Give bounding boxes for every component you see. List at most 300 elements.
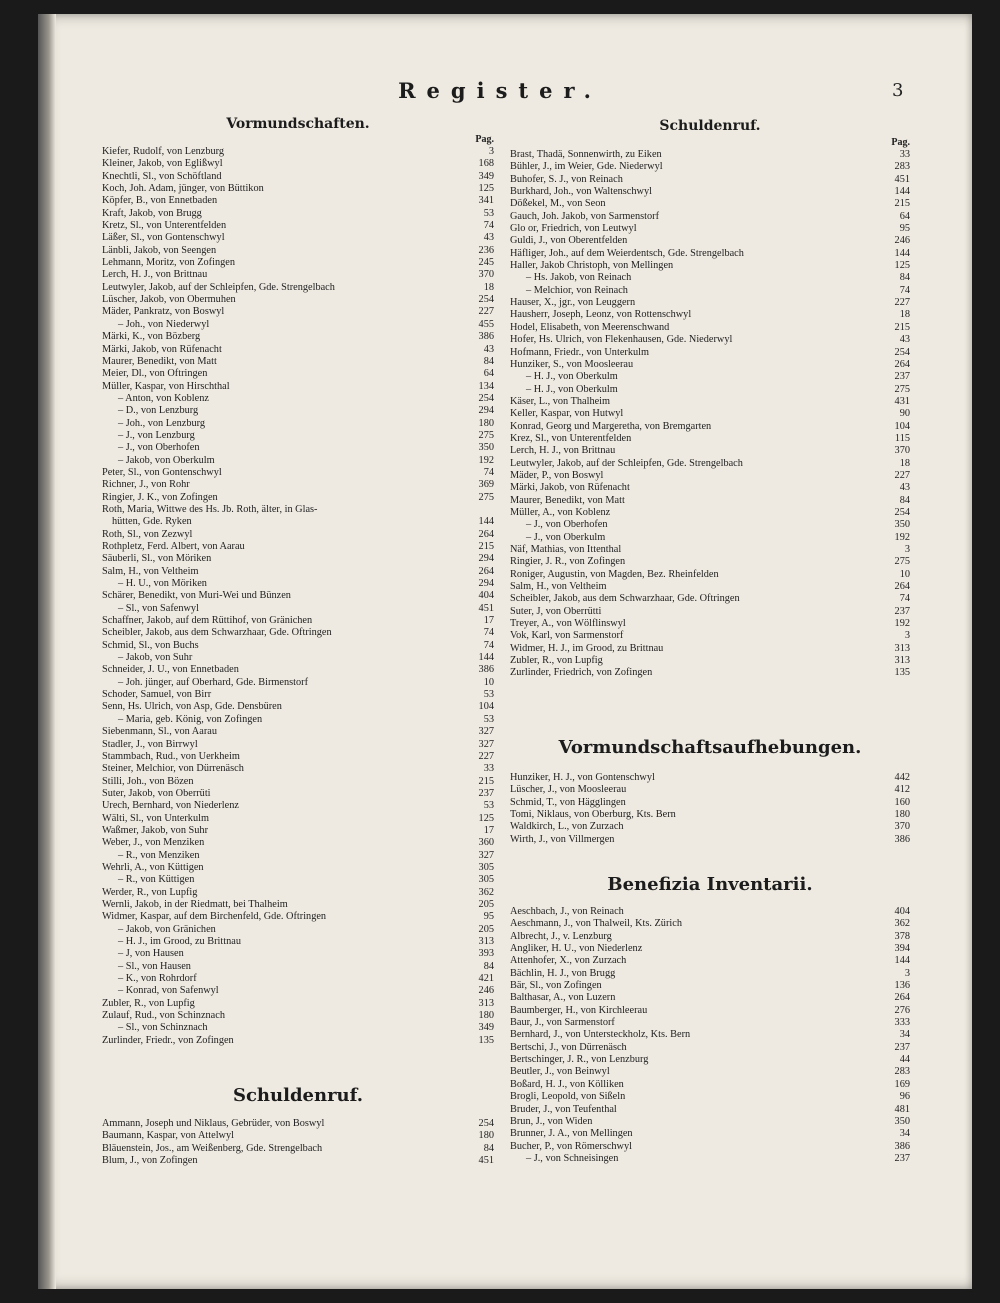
entry-name: – R., von Menziken — [118, 849, 200, 861]
entry-name: Brun, J., von Widen — [510, 1115, 593, 1127]
entry-name: Werder, R., von Lupfig — [102, 886, 198, 898]
entry-name: Märki, K., von Bözberg — [102, 331, 201, 343]
register-entry — [102, 430, 494, 442]
entry-page: 237 — [894, 1041, 910, 1053]
entry-name: – J., von Oberkulm — [526, 531, 606, 543]
section-heading-schuldenruf: Schuldenruf. — [659, 118, 761, 134]
entry-name: Wirth, J., von Villmergen — [510, 833, 615, 845]
entry-name: Mäder, Pankratz, von Boswyl — [102, 306, 225, 318]
register-entry — [510, 519, 910, 531]
register-entry — [510, 248, 910, 260]
entry-name: – H. J., von Oberkulm — [526, 383, 618, 395]
register-entry — [510, 992, 910, 1004]
schuldenruf-list — [510, 149, 910, 680]
register-entry — [102, 652, 494, 664]
entry-name: Burkhard, Joh., von Waltenschwyl — [510, 186, 652, 198]
register-entry — [510, 931, 910, 943]
entry-name: Widmer, H. J., im Grood, zu Brittnau — [510, 642, 664, 654]
entry-name: Zubler, R., von Lupfig — [102, 997, 195, 1009]
register-entry — [102, 800, 494, 812]
entry-name: Kiefer, Rudolf, von Lenzburg — [102, 146, 225, 157]
entry-name: – Sl., von Hausen — [118, 960, 191, 972]
section-heading-vormundschaften: Vormundschaften. — [226, 116, 370, 132]
entry-page: 264 — [894, 992, 910, 1004]
register-entry — [510, 408, 910, 420]
entry-name: Roth, Maria, Wittwe des Hs. Jb. Roth, älter, in Glas- — [102, 503, 318, 515]
entry-name: Maurer, Benedikt, von Matt — [510, 494, 625, 506]
entry-page: 192 — [894, 618, 910, 630]
entry-name: Meier, Dl., von Oftringen — [102, 368, 208, 380]
entry-page: 10 — [483, 676, 494, 688]
entry-page: 134 — [478, 380, 494, 392]
entry-page: 53 — [483, 800, 494, 812]
entry-name: Hausherr, Joseph, Leonz, von Rottenschwyl — [510, 309, 692, 321]
register-entry — [510, 285, 910, 297]
register-entry — [102, 627, 494, 639]
register-entry — [510, 260, 910, 272]
entry-page: 333 — [894, 1017, 910, 1029]
entry-name: Scheibler, Jakob, aus dem Schwarzhaar, Gde. Oftringen — [102, 627, 332, 639]
entry-name: Maurer, Benedikt, von Matt — [102, 355, 217, 367]
entry-page: 237 — [894, 1152, 910, 1164]
entry-page: 43 — [483, 343, 494, 355]
pag-label: Pag. — [891, 137, 910, 148]
register-entry — [510, 797, 910, 809]
register-entry — [102, 1010, 494, 1022]
entry-page: 169 — [894, 1078, 910, 1090]
section-heading-schuldenruf: Schuldenruf. — [232, 1085, 364, 1106]
entry-page: 370 — [894, 821, 910, 833]
entry-page: 215 — [894, 321, 910, 333]
register-entry — [102, 257, 494, 269]
entry-page: 33 — [483, 763, 494, 775]
entry-name: Attenhofer, X., von Zurzach — [510, 955, 627, 967]
entry-page: 386 — [894, 1140, 910, 1152]
register-entry — [510, 606, 910, 618]
entry-page — [460, 504, 494, 516]
register-entry — [102, 1130, 494, 1142]
section-heading-benefizia-inventarii: Benefizia Inventarii. — [607, 874, 813, 895]
entry-name: – R., von Küttigen — [118, 874, 195, 886]
entry-name: Balthasar, A., von Luzern — [510, 992, 616, 1004]
entry-page: 327 — [478, 849, 494, 861]
register-entry — [510, 433, 910, 445]
entry-page: 451 — [478, 602, 494, 614]
register-entry — [510, 1042, 910, 1054]
entry-name: Kretz, Sl., von Unterentfelden — [102, 220, 227, 232]
register-entry — [510, 359, 910, 371]
entry-name: Lerch, H. J., von Brittnau — [102, 269, 208, 281]
entry-name: Schmid, T., von Hägglingen — [510, 796, 626, 808]
entry-page: 125 — [478, 812, 494, 824]
entry-page: 34 — [899, 1128, 910, 1140]
entry-page: 264 — [478, 528, 494, 540]
entry-name: Käser, L., von Thalheim — [510, 395, 611, 407]
entry-page: 95 — [483, 911, 494, 923]
entry-name: Näf, Mathias, von Ittenthal — [510, 544, 622, 555]
entry-name: Tomi, Niklaus, von Oberburg, Kts. Bern — [510, 809, 676, 821]
register-entry — [102, 529, 494, 541]
entry-page: 349 — [478, 170, 494, 182]
entry-page: 53 — [483, 689, 494, 701]
register-entry — [102, 294, 494, 306]
entry-page: 96 — [899, 1091, 910, 1103]
entry-page: 18 — [483, 281, 494, 293]
register-entry — [102, 368, 494, 380]
entry-page: 180 — [478, 417, 494, 429]
entry-page: 227 — [478, 750, 494, 762]
entry-page: 84 — [483, 355, 494, 367]
entry-page: 254 — [478, 294, 494, 306]
entry-name: – Joh., von Niederwyl — [118, 318, 210, 330]
entry-page: 313 — [478, 936, 494, 947]
entry-page: 44 — [899, 1054, 910, 1066]
register-entry — [102, 220, 494, 232]
entry-name: Brogli, Leopold, von Sißeln — [510, 1091, 626, 1103]
pag-label: Pag. — [475, 134, 494, 145]
entry-name: Boßard, H. J., von Kölliken — [510, 1078, 624, 1090]
entry-name: Müller, A., von Koblenz — [510, 506, 611, 518]
entry-name: Krez, Sl., von Unterentfelden — [510, 432, 632, 444]
entry-name: Bucher, P., von Römerschwyl — [510, 1140, 632, 1152]
entry-name: Brunner, J. A., von Mellingen — [510, 1128, 633, 1140]
register-entry — [102, 751, 494, 763]
entry-name: Treyer, A., von Wölflinswyl — [510, 618, 626, 630]
entry-page: 350 — [478, 442, 494, 454]
register-entry — [510, 297, 910, 309]
entry-page: 115 — [894, 432, 910, 444]
register-entry — [102, 393, 494, 405]
register-entry — [510, 618, 910, 630]
entry-name: Beutler, J., von Beinwyl — [510, 1066, 610, 1078]
entry-page: 370 — [894, 445, 910, 457]
entry-page: 74 — [483, 627, 494, 639]
register-entry — [510, 1141, 910, 1153]
register-entry — [102, 146, 494, 158]
entry-page: 3 — [904, 630, 910, 642]
register-entry — [102, 418, 494, 430]
entry-name: Häfliger, Joh., auf dem Weierdentsch, Gde. Strengelbach — [510, 247, 744, 259]
entry-name: Zurlinder, Friedr., von Zofingen — [102, 1034, 234, 1046]
entry-page: 74 — [483, 220, 494, 232]
register-entry — [510, 968, 910, 980]
register-entry — [102, 640, 494, 652]
register-entry — [102, 467, 494, 479]
entry-page: 451 — [478, 1155, 494, 1167]
entry-page: 17 — [483, 615, 494, 627]
register-entry — [102, 813, 494, 825]
entry-name: Leutwyler, Jakob, auf der Schleipfen, Gde. Strengelbach — [510, 457, 743, 469]
register-entry — [102, 306, 494, 318]
register-entry — [102, 442, 494, 454]
entry-page: 275 — [894, 383, 910, 395]
register-entry — [102, 689, 494, 701]
register-entry — [510, 593, 910, 605]
register-entry — [510, 334, 910, 346]
entry-name: Guldi, J., von Oberentfelden — [510, 235, 628, 247]
register-entry — [510, 667, 910, 679]
entry-page: 74 — [899, 593, 910, 605]
entry-name: Blum, J., von Zofingen — [102, 1155, 198, 1167]
entry-page: 34 — [899, 1029, 910, 1041]
register-entry — [102, 1035, 494, 1047]
entry-page: 180 — [478, 1010, 494, 1022]
register-entry — [510, 1054, 910, 1066]
entry-page: 294 — [478, 405, 494, 417]
entry-name: Köpfer, B., von Ennetbaden — [102, 195, 218, 207]
register-entry — [102, 455, 494, 467]
entry-page: 305 — [478, 874, 494, 886]
register-entry — [102, 837, 494, 849]
register-entry — [510, 482, 910, 494]
entry-name: Suter, Jakob, von Oberrüti — [102, 787, 211, 799]
entry-page: 245 — [478, 257, 494, 269]
entry-name: – Maria, geb. König, von Zofingen — [118, 713, 263, 725]
entry-name: Ringier, J. R., von Zofingen — [510, 556, 626, 568]
register-entry — [510, 458, 910, 470]
entry-page: 180 — [894, 809, 910, 821]
entry-page: 3 — [904, 967, 910, 979]
register-entry — [510, 470, 910, 482]
entry-name: Lüscher, Jakob, von Obermuhen — [102, 294, 236, 306]
register-entry — [102, 788, 494, 800]
register-entry — [102, 985, 494, 997]
entry-name: – J., von Schneisingen — [526, 1152, 619, 1164]
register-entry — [102, 381, 494, 393]
register-entry — [102, 1155, 494, 1167]
entry-name: Baumberger, H., von Kirchleerau — [510, 1004, 648, 1016]
entry-name: – J., von Lenzburg — [118, 429, 195, 441]
entry-page: 254 — [478, 1118, 494, 1129]
entry-name: Zurlinder, Friedrich, von Zofingen — [510, 667, 653, 679]
register-entry — [102, 282, 494, 294]
entry-page: 264 — [894, 358, 910, 370]
entry-page: 74 — [483, 639, 494, 651]
entry-name: – Joh. jünger, auf Oberhard, Gde. Birmenstorf — [118, 676, 309, 688]
register-entry — [510, 569, 910, 581]
entry-name: Bruder, J., von Teufenthal — [510, 1103, 617, 1115]
entry-page: 84 — [899, 494, 910, 506]
entry-name: – K., von Rohrdorf — [118, 973, 197, 985]
register-entry — [102, 492, 494, 504]
entry-name: Suter, J, von Oberrütti — [510, 605, 602, 617]
entry-page: 275 — [478, 429, 494, 441]
entry-name: Bächlin, H. J., von Brugg — [510, 967, 616, 979]
entry-name: Aeschmann, J., von Thalweil, Kts. Zürich — [510, 918, 682, 930]
register-entry — [102, 405, 494, 417]
entry-name: – Hs. Jakob, von Reinach — [526, 272, 632, 284]
entry-name: Hunziker, H. J., von Gontenschwyl — [510, 772, 655, 783]
register-entry — [102, 936, 494, 948]
entry-name: Hodel, Elisabeth, von Meerenschwand — [510, 321, 670, 333]
entry-page: 327 — [478, 726, 494, 738]
register-entry — [102, 183, 494, 195]
register-entry — [510, 544, 910, 556]
entry-name: Baumann, Kaspar, von Attelwyl — [102, 1130, 234, 1142]
entry-name: Aeschbach, J., von Reinach — [510, 906, 624, 917]
entry-page: 394 — [894, 943, 910, 955]
register-entry — [510, 643, 910, 655]
entry-page: 370 — [478, 269, 494, 281]
entry-name: Stadler, J., von Birrwyl — [102, 738, 198, 750]
register-entry — [510, 1066, 910, 1078]
register-entry — [510, 581, 910, 593]
entry-page: 264 — [478, 565, 494, 577]
entry-name: – J., von Oberhofen — [526, 519, 608, 531]
entry-name: Wehrli, A., von Küttigen — [102, 861, 204, 873]
register-entry — [102, 1022, 494, 1034]
register-entry — [102, 763, 494, 775]
entry-name: – Joh., von Lenzburg — [118, 417, 206, 429]
entry-page: 144 — [894, 955, 910, 967]
entry-page: 227 — [894, 297, 910, 309]
entry-page: 84 — [899, 272, 910, 284]
entry-page: 237 — [894, 371, 910, 383]
entry-page: 74 — [899, 284, 910, 296]
entry-name: Keller, Kaspar, von Hutwyl — [510, 408, 624, 420]
register-entry — [102, 899, 494, 911]
entry-page: 369 — [478, 479, 494, 491]
entry-page: 43 — [483, 232, 494, 244]
entry-name: Albrecht, J., v. Lenzburg — [510, 930, 612, 942]
register-entry — [510, 161, 910, 173]
entry-name: Wälti, Sl., von Unterkulm — [102, 812, 209, 824]
register-entry — [510, 906, 910, 918]
entry-name: Leutwyler, Jakob, auf der Schleipfen, Gde. Strengelbach — [102, 281, 335, 293]
entry-page: 18 — [899, 309, 910, 321]
register-entry — [510, 1029, 910, 1041]
entry-page: 64 — [899, 210, 910, 222]
register-entry — [102, 961, 494, 973]
entry-page: 276 — [894, 1004, 910, 1016]
entry-name: Säuberli, Sl., von Möriken — [102, 553, 212, 565]
entry-page: 386 — [894, 833, 910, 845]
entry-name: Buhofer, S. J., von Reinach — [510, 173, 623, 185]
entry-name: Lehmann, Moritz, von Zofingen — [102, 257, 235, 269]
entry-name: – J., von Oberhofen — [118, 442, 200, 454]
entry-page: 431 — [894, 395, 910, 407]
entry-page: 43 — [899, 334, 910, 346]
benefizia-list — [510, 906, 910, 1165]
entry-page: 283 — [894, 1066, 910, 1078]
entry-name: Lüscher, J., von Moosleerau — [510, 784, 627, 796]
entry-name: Bernhard, J., von Untersteckholz, Kts. Bern — [510, 1029, 691, 1041]
register-entry — [102, 776, 494, 788]
entry-page: 43 — [899, 482, 910, 494]
entry-name: – H. J., im Grood, zu Brittnau — [118, 936, 241, 947]
register-entry — [510, 223, 910, 235]
entry-name: Mäder, P., von Boswyl — [510, 469, 604, 481]
register-entry — [102, 911, 494, 923]
register-entry — [510, 235, 910, 247]
register-entry — [102, 208, 494, 220]
entry-name: Glo or, Friedrich, von Leutwyl — [510, 223, 637, 235]
entry-name: Wernli, Jakob, in der Riedmatt, bei Thalheim — [102, 898, 288, 910]
entry-page: 144 — [894, 186, 910, 198]
entry-name: – Jakob, von Gränichen — [118, 923, 216, 935]
entry-name: – Anton, von Koblenz — [118, 392, 209, 404]
entry-page: 135 — [478, 1034, 494, 1046]
entry-page: 237 — [894, 605, 910, 617]
register-entry — [102, 232, 494, 244]
entry-name: Widmer, Kaspar, auf dem Birchenfeld, Gde. Oftringen — [102, 911, 327, 923]
entry-page: 144 — [478, 652, 494, 664]
register-entry — [102, 245, 494, 257]
register-entry — [510, 655, 910, 667]
entry-name: Roth, Sl., von Zezwyl — [102, 528, 193, 540]
entry-name: Lerch, H. J., von Brittnau — [510, 445, 616, 457]
entry-page: 84 — [483, 960, 494, 972]
entry-name: Salm, H., von Veltheim — [510, 581, 607, 593]
entry-page: 3 — [904, 544, 910, 555]
entry-page: 404 — [478, 590, 494, 602]
register-entry — [510, 322, 910, 334]
entry-page: 168 — [478, 158, 494, 170]
entry-page: 136 — [894, 980, 910, 992]
register-entry — [510, 821, 910, 833]
entry-page: 421 — [478, 973, 494, 985]
entry-page: 412 — [894, 784, 910, 796]
entry-name: Hofmann, Friedr., von Unterkulm — [510, 346, 649, 358]
register-entry — [102, 615, 494, 627]
entry-page: 227 — [478, 306, 494, 318]
register-entry — [510, 918, 910, 930]
register-entry — [102, 590, 494, 602]
register-entry — [102, 603, 494, 615]
register-entry — [102, 269, 494, 281]
entry-name: Schneider, J. U., von Ennetbaden — [102, 664, 239, 676]
register-entry — [102, 171, 494, 183]
entry-name: Vok, Karl, von Sarmenstorf — [510, 630, 624, 642]
entry-page: 95 — [899, 223, 910, 235]
entry-page: 246 — [894, 235, 910, 247]
entry-page: 294 — [478, 578, 494, 590]
entry-name: Konrad, Georg und Margeretha, von Bremgarten — [510, 420, 712, 432]
register-entry — [102, 874, 494, 886]
entry-name: Bertschi, J., von Dürrenäsch — [510, 1041, 627, 1053]
entry-name: Scheibler, Jakob, aus dem Schwarzhaar, Gde. Oftringen — [510, 593, 740, 605]
entry-name: Koch, Joh. Adam, jünger, von Büttikon — [102, 183, 264, 195]
entry-page: 246 — [478, 985, 494, 997]
entry-page: 341 — [478, 195, 494, 207]
register-entry — [102, 195, 494, 207]
register-entry — [510, 445, 910, 457]
register-entry — [102, 553, 494, 565]
entry-name: – D., von Lenzburg — [118, 405, 199, 417]
entry-page: 227 — [894, 469, 910, 481]
entry-name: Waßmer, Jakob, von Suhr — [102, 824, 209, 836]
entry-name: – Konrad, von Safenwyl — [118, 985, 219, 997]
entry-name: Kleiner, Jakob, von Eglißwyl — [102, 158, 223, 170]
entry-page: 104 — [894, 420, 910, 432]
register-entry — [102, 664, 494, 676]
entry-page: 237 — [478, 787, 494, 799]
entry-page: 254 — [894, 506, 910, 518]
entry-name: Baur, J., von Sarmenstorf — [510, 1017, 615, 1029]
entry-name: Schärer, Benedikt, von Muri-Wei und Bünzen — [102, 590, 291, 602]
entry-page: 205 — [478, 898, 494, 910]
register-entry — [102, 739, 494, 751]
entry-name: Stilli, Joh., von Bözen — [102, 775, 194, 787]
register-entry — [510, 980, 910, 992]
register-entry — [102, 726, 494, 738]
register-entry — [510, 784, 910, 796]
entry-name: Länbli, Jakob, von Seengen — [102, 244, 217, 256]
entry-page: 74 — [483, 466, 494, 478]
entry-page: 215 — [478, 775, 494, 787]
entry-page: 236 — [478, 244, 494, 256]
entry-name: Roniger, Augustin, von Magden, Bez. Rheinfelden — [510, 568, 719, 580]
